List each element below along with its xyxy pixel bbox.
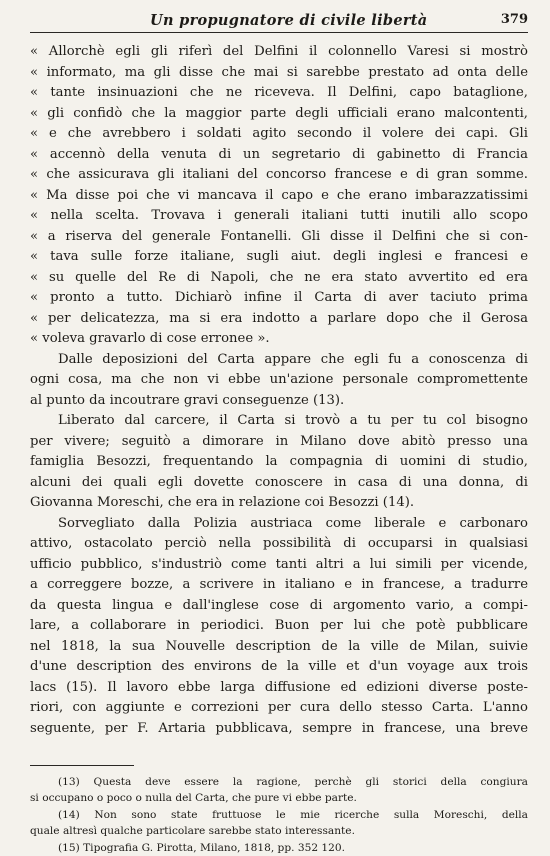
body-line: « tante insinuazioni che ne riceveva. Il Delfini, capo bataglione, (30, 85, 528, 100)
body-line: « e che avrebbero i soldati agito secondo il volere dei capi. Gli (30, 126, 528, 141)
footnote-line: quale altresì qualche particolare sarebbe stato interessante. (30, 825, 355, 838)
body-line: per vivere; seguitò a dimorare in Milano dove abitò presso una (30, 433, 528, 449)
body-line: « nella scelta. Trovava i generali italiani tutti inutili allo scopo (30, 208, 528, 223)
page-number: 379 (500, 12, 528, 27)
body-line: da questa lingua e dall'inglese cose di argomento vario, a compi- (30, 597, 528, 613)
body-line: riori, con aggiunte e correzioni per cura dello stesso Carta. L'anno (30, 700, 528, 715)
body-line: « accennò della venuta di un segretario di gabinetto di Francia (30, 146, 528, 162)
book-page (30, 10, 528, 856)
body-line: « a riserva del generale Fontanelli. Gli disse il Delfini che si con- (30, 228, 528, 244)
running-head (30, 10, 528, 33)
body-line: d'une description des environs de la ville et d'un voyage aux trois (30, 659, 528, 674)
body-line: « voleva gravarlo di cose erronee ». (30, 331, 270, 346)
body-line: nel 1818, la sua Nouvelle description de la ville de Milan, suivie (30, 638, 528, 654)
body-line: attivo, ostacolato perciò nella possibilità di occuparsi in qualsiasi (30, 536, 528, 551)
body-line: al punto da incoutrare gravi conseguenze (13). (30, 392, 345, 408)
body-line: Giovanna Moreschi, che era in relazione coi Besozzi (14). (30, 495, 415, 510)
body-line: Dalle deposizioni del Carta appare che egli fu a conoscenza di (58, 351, 528, 367)
running-title: Un propugnatore di civile libertà (150, 12, 428, 29)
footnote-line: si occupano o poco o nulla del Carta, che pure vi ebbe parte. (30, 792, 357, 805)
body-line: Sorvegliato dalla Polizia austriaca come liberale e carbonaro (58, 515, 528, 531)
body-text (30, 42, 528, 739)
body-line: « pronto a tutto. Dichiarò infine il Carta di aver taciuto prima (30, 290, 528, 305)
body-line: « informato, ma gli disse che mai si sarebbe prestato ad onta delle (30, 64, 528, 80)
body-line: « Allorchè egli gli riferì del Delfini il colonnello Varesi si mostrò (30, 44, 528, 59)
body-line: famiglia Besozzi, frequentando la compagnia di uomini di studio, (30, 454, 528, 469)
body-line: « che assicurava gli italiani del concorso francese e di gran somme. (30, 167, 528, 182)
body-line: alcuni dei quali egli dovette conoscere in casa di una donna, di (30, 474, 528, 490)
body-line: « Ma disse poi che vi mancava il capo e che erano imbarazzatissimi (30, 187, 528, 203)
footnote-line: (14) Non sono state fruttuose le mie ricerche sulla Moreschi, della (58, 808, 528, 821)
body-line: Liberato dal carcere, il Carta si trovò a tu per tu col bisogno (58, 413, 528, 428)
body-line: « tava sulle forze italiane, sugli aiut. degli inglesi e francesi e (30, 249, 528, 264)
body-line: « gli confidò che la maggior parte degli ufficiali erano malcontenti, (30, 105, 528, 121)
body-line: « su quelle del Re di Napoli, che ne era stato avvertito ed era (30, 269, 528, 285)
body-line: « per delicatezza, ma si era indotto a parlare dopo che il Gerosa (30, 310, 528, 326)
body-line: ogni cosa, ma che non vi ebbe un'azione personale compromettente (30, 372, 528, 387)
body-line: a correggere bozze, a scrivere in italiano e in francese, a tradurre (30, 577, 528, 592)
body-line: seguente, per F. Artaria pubblicava, sempre in francese, una breve (30, 720, 528, 736)
footnote-line: (15) Tipografia G. Pirotta, Milano, 1818, pp. 352 120. (58, 841, 346, 854)
footnote-divider (30, 765, 134, 766)
body-line: ufficio pubblico, s'industriò come tanti altri a lui simili per vicende, (30, 556, 528, 572)
body-line: lacs (15). Il lavoro ebbe larga diffusione ed edizioni diverse poste- (30, 679, 528, 695)
body-line: lare, a collaborare in periodici. Buon per lui che potè pubblicare (30, 618, 528, 633)
footnotes (30, 774, 528, 856)
footnote-line: (13) Questa deve essere la ragione, perchè gli storici della congiura (58, 776, 528, 788)
